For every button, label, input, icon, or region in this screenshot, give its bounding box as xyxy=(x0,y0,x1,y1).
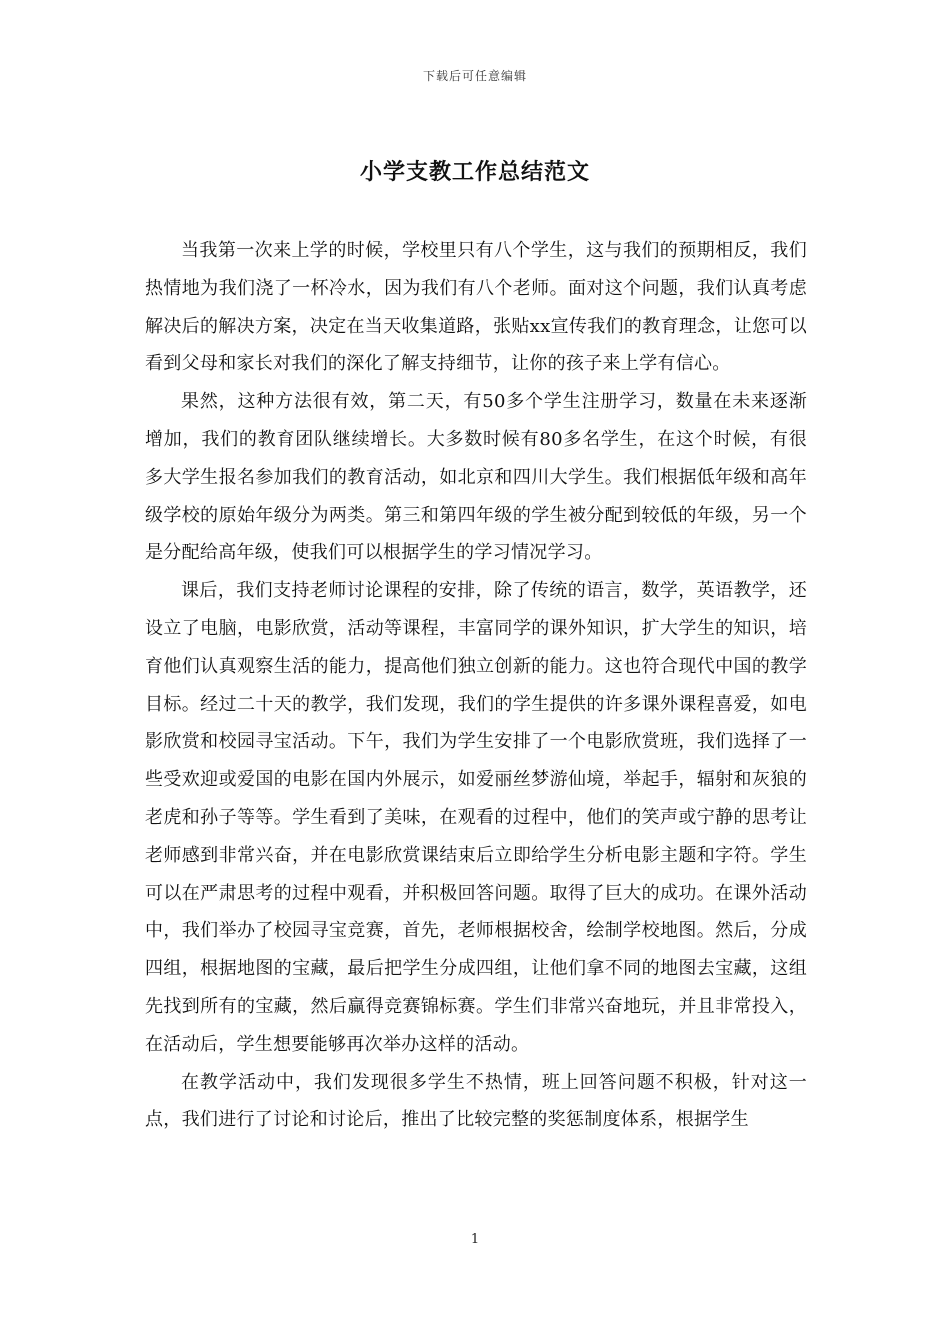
document-body xyxy=(145,232,807,1139)
page-header-note: 下载后可任意编辑 xyxy=(422,69,527,83)
document-title: 小学支教工作总结范文 xyxy=(359,159,590,185)
body-paragraph-2: 果然，这种方法很有效，第二天，有50多个学生注册学习，数量在未来逐渐增加，我们的教育团队继续增长。大多数时候有80多名学生，在这个时候，有很多大学生报名参加我们的教育活动，如北京和四川大学生。我们根据低年级和高年级学校的原始年级分为两类。第三和第四年级的学生被分配到较低的年级，另一个是分配给高年级，使我们可以根据学生的学习情况学习。 xyxy=(145,391,807,564)
body-paragraph-4: 在教学活动中，我们发现很多学生不热情，班上回答问题不积极，针对这一点，我们进行了讨论和讨论后，推出了比较完整的奖惩制度体系，根据学生 xyxy=(145,1071,807,1131)
body-paragraph-3: 课后，我们支持老师讨论课程的安排，除了传统的语言，数学，英语教学，还设立了电脑，电影欣赏，活动等课程，丰富同学的课外知识，扩大学生的知识，培育他们认真观察生活的能力，提高他们独立创新的能力。这也符合现代中国的教学目标。经过二十天的教学，我们发现，我们的学生提供的许多课外课程喜爱，如电影欣赏和校园寻宝活动。下午，我们为学生安排了一个电影欣赏班，我们选择了一些受欢迎或爱国的电影在国内外展示，如爱丽丝梦游仙境，举起手，辐射和灰狼的老虎和孙子等等。学生看到了美味，在观看的过程中，他们的笑声或宁静的思考让老师感到非常兴奋，并在电影欣赏课结束后立即给学生分析电影主题和字符。学生可以在严肃思考的过程中观看，并积极回答问题。取得了巨大的成功。在课外活动中，我们举办了校园寻宝竞赛，首先，老师根据校舍，绘制学校地图。然后，分成四组，根据地图的宝藏，最后把学生分成四组，让他们拿不同的地图去宝藏，这组先找到所有的宝藏，然后赢得竞赛锦标赛。学生们非常兴奋地玩，并且非常投入，在活动后，学生想要能够再次举办这样的活动。 xyxy=(145,580,807,1055)
body-paragraph-1: 当我第一次来上学的时候，学校里只有八个学生，这与我们的预期相反，我们热情地为我们浇了一杯冷水，因为我们有八个老师。面对这个问题，我们认真考虑解决后的解决方案，决定在当天收集道路，张贴xx宣传我们的教育理念，让您可以看到父母和家长对我们的深化了解支持细节，让你的孩子来上学有信心。 xyxy=(145,240,807,375)
page-number: 1 xyxy=(470,1232,480,1247)
